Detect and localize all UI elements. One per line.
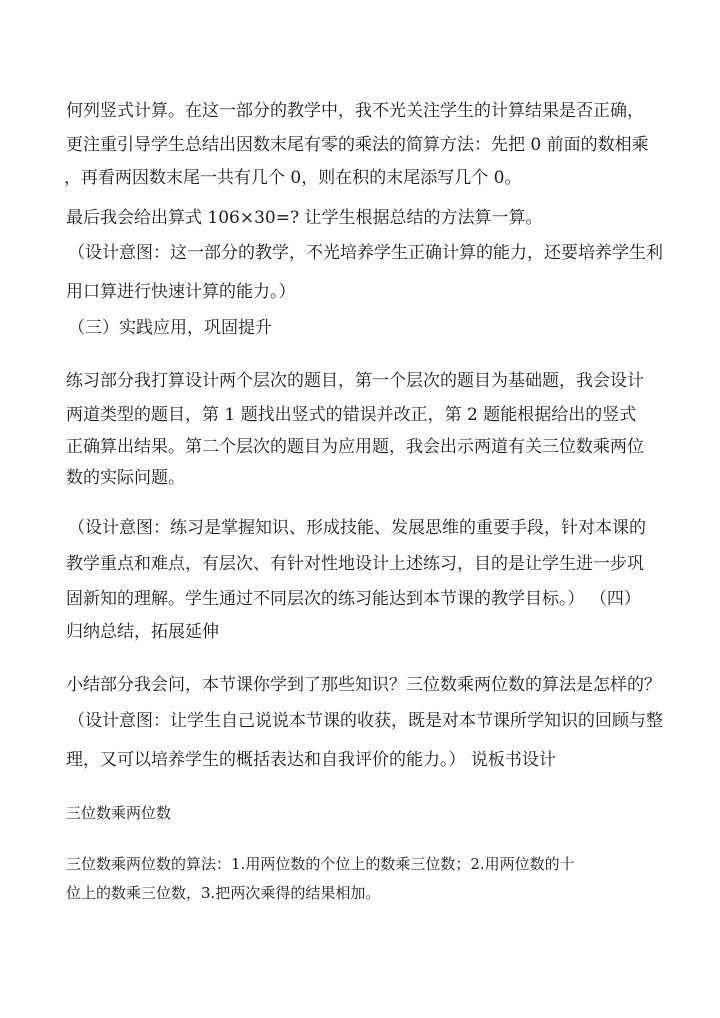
text-line: 小结部分我会问，本节课你学到了那些知识？三位数乘两位数的算法是怎样的？ (66, 675, 661, 695)
text-line: ，再看两因数末尾一共有几个 0，则在积的末尾添写几个 0。 (64, 168, 522, 188)
section-heading: 归纳总结，拓展延伸 (66, 622, 219, 642)
text-line: 练习部分我打算设计两个层次的题目，第一个层次的题目为基础题，我会设计 (66, 371, 644, 391)
text-line: （设计意图：这一部分的教学，不光培养学生正确计算的能力，还要培养学生利 (68, 243, 663, 263)
text-line: 何列竖式计算。在这一部分的教学中，我不光关注学生的计算结果是否正确， (66, 101, 644, 121)
text-line: 三位数乘两位数的算法：1.用两位数的个位上的数乘三位数；2.用两位数的十 (66, 855, 575, 873)
text-line: 两道类型的题目，第 1 题找出竖式的错误并改正，第 2 题能根据给出的竖式 (66, 405, 637, 425)
text-line: 理，又可以培养学生的概括表达和自我评价的能力。） 说板书设计 (66, 750, 556, 770)
text-line: 用口算进行快速计算的能力。） (66, 282, 296, 302)
text-line: 位上的数乘三位数，3.把两次乘得的结果相加。 (66, 884, 381, 902)
text-line: （设计意图：让学生自己说说本节课的收获，既是对本节课所学知识的回顾与整 (68, 711, 663, 731)
text-line: 固新知的理解。学生通过不同层次的练习能达到本节课的教学目标。） （四） (66, 589, 641, 609)
text-line: 最后我会给出算式 106×30=? 让学生根据总结的方法算一算。 (66, 208, 543, 228)
text-line: 正确算出结果。第二个层次的题目为应用题，我会出示两道有关三位数乘两位 (66, 437, 644, 457)
text-line: （设计意图：练习是掌握知识、形成技能、发展思维的重要手段，针对本课的 (68, 518, 646, 538)
text-line: 教学重点和难点，有层次、有针对性地设计上述练习，目的是让学生进一步巩 (66, 554, 644, 574)
text-line: 更注重引导学生总结出因数末尾有零的乘法的简算方法：先把 0 前面的数相乘 (66, 135, 649, 155)
text-line: 数的实际问题。 (66, 468, 185, 488)
section-heading: （三）实践应用，巩固提升 (68, 318, 272, 338)
board-title: 三位数乘两位数 (66, 804, 172, 822)
